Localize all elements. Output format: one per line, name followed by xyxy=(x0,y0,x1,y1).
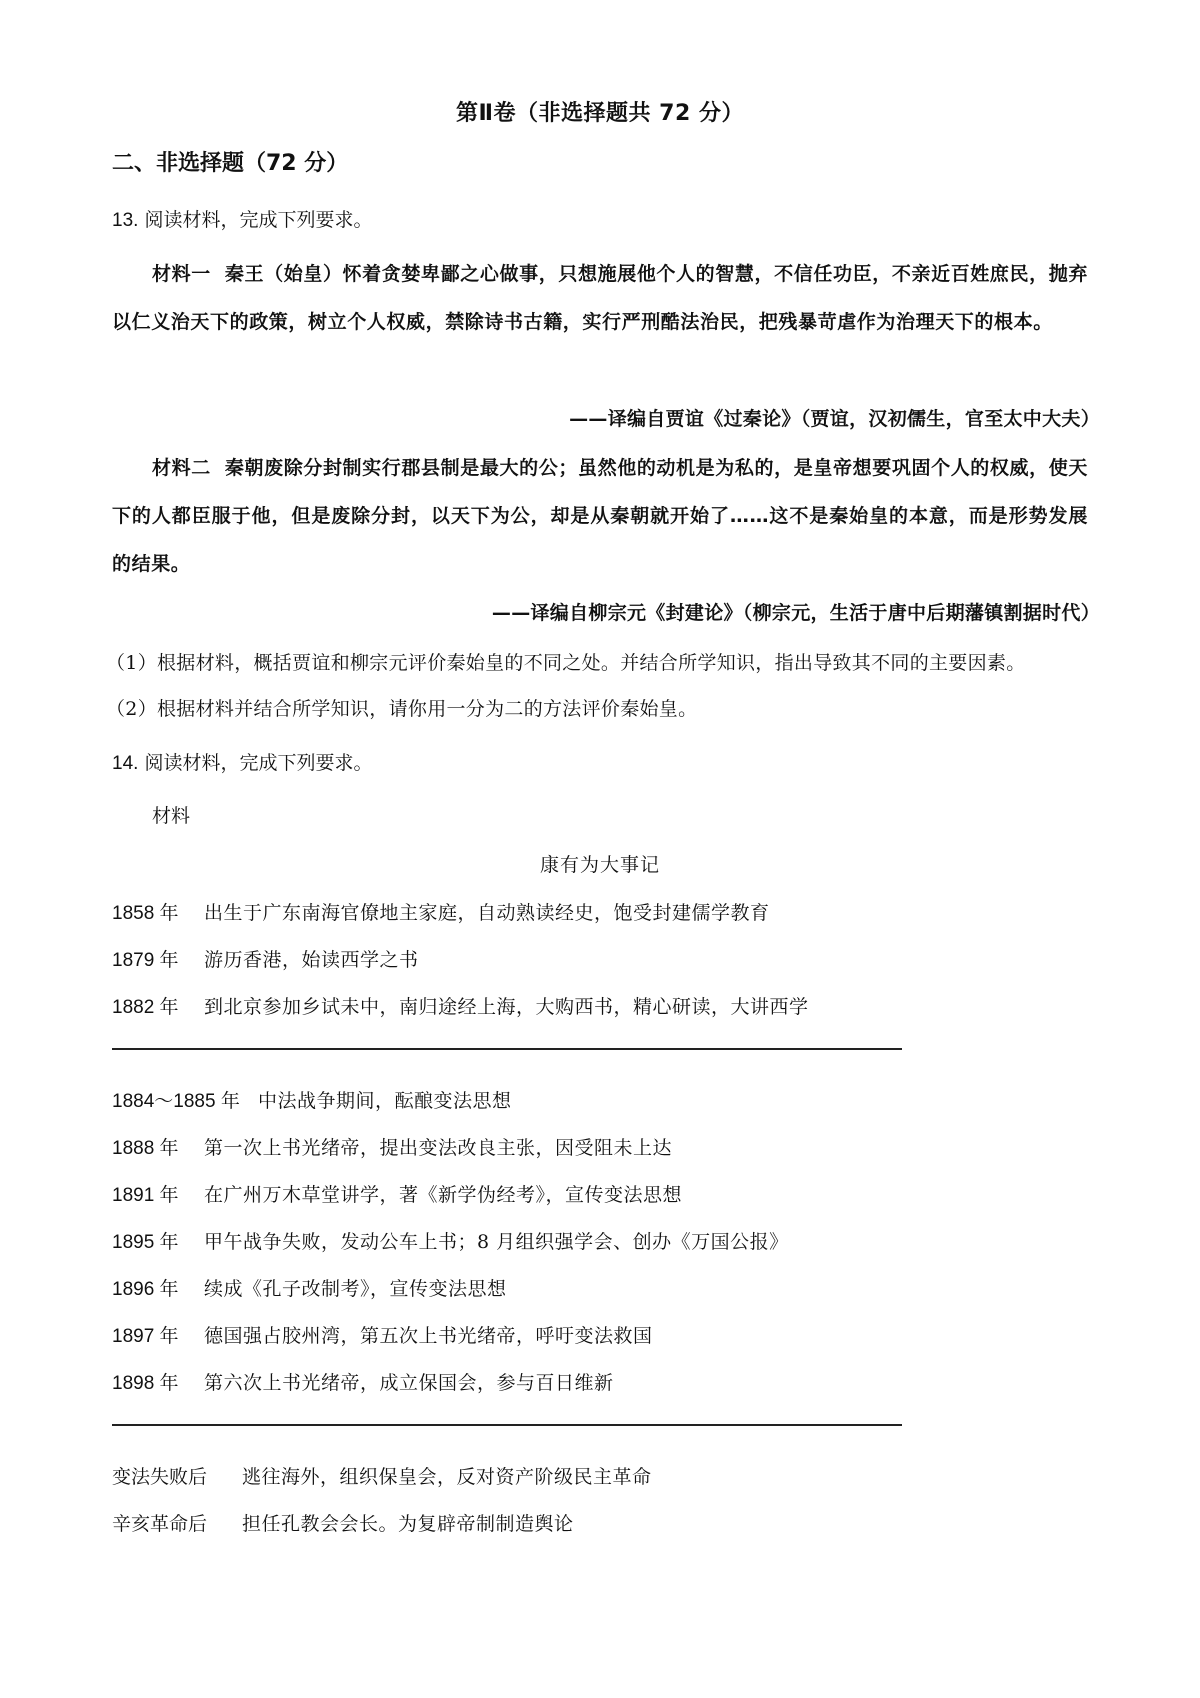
timeline-row xyxy=(112,1274,507,1301)
timeline-year: 1888 年 xyxy=(112,1138,179,1159)
question-13-prompt: 阅读材料，完成下列要求。 xyxy=(144,209,373,231)
q13-material-1-text: 秦王（始皇）怀着贪婪卑鄙之心做事，只想施展他个人的智慧，不信任功臣，不亲近百姓庶民，抛弃以仁义治天下的政策，树立个人权威，禁除诗书古籍，实行严刑酷法治民，把残暴苛虐作为治理天下的根本。 xyxy=(112,263,1088,333)
question-14-number: 14. xyxy=(112,753,139,774)
timeline-row xyxy=(112,1368,614,1395)
timeline-event: 游历香港，始读西学之书 xyxy=(204,949,419,971)
timeline-event: 德国强占胶州湾，第五次上书光绪帝，呼吁变法救国 xyxy=(204,1325,653,1347)
timeline-event: 第一次上书光绪帝，提出变法改良主张，因受阻未上达 xyxy=(204,1137,673,1159)
q13-material-2 xyxy=(112,444,1088,588)
timeline-year: 1879 年 xyxy=(112,950,179,971)
question-14-heading xyxy=(112,748,372,775)
timeline-row xyxy=(112,898,770,925)
timeline-year: 1898 年 xyxy=(112,1373,179,1394)
timeline-row xyxy=(112,1321,653,1348)
table-divider xyxy=(112,1424,902,1426)
timeline-event: 担任孔教会会长。为复辟帝制制造舆论 xyxy=(242,1513,574,1535)
section-title: 第Ⅱ卷（非选择题共 72 分） xyxy=(456,101,744,126)
timeline-row xyxy=(112,1462,652,1489)
timeline-event: 出生于广东南海官僚地主家庭，自动熟读经史，饱受封建儒学教育 xyxy=(204,902,770,924)
timeline-event: 在广州万木草堂讲学，著《新学伪经考》，宣传变法思想 xyxy=(204,1184,683,1206)
q13-material-1-label: 材料一 xyxy=(152,263,211,285)
timeline-row xyxy=(112,945,419,972)
timeline-year: 1897 年 xyxy=(112,1326,179,1347)
timeline-event: 甲午战争失败，发动公车上书；8 月组织强学会、创办《万国公报》 xyxy=(204,1231,789,1253)
timeline-period: 变法失败后 xyxy=(112,1466,208,1488)
timeline-row xyxy=(112,1086,512,1113)
timeline-year: 1891 年 xyxy=(112,1185,179,1206)
timeline-row xyxy=(112,992,809,1019)
part-title: 二、非选择题（72 分） xyxy=(112,151,349,176)
timeline-row xyxy=(112,1133,672,1160)
q13-material-2-source: ——译编自柳宗元《封建论》（柳宗元，生活于唐中后期藩镇割据时代） xyxy=(491,602,1100,624)
q13-material-2-text: 秦朝废除分封制实行郡县制是最大的公；虽然他的动机是为私的，是皇帝想要巩固个人的权威，使天下的人都臣服于他，但是废除分封，以天下为公，却是从秦朝就开始了……这不是秦始皇的本意，而是形势发展的结果。 xyxy=(112,457,1088,575)
timeline-year: 1896 年 xyxy=(112,1279,179,1300)
question-13-heading xyxy=(112,205,372,232)
timeline-event: 逃往海外，组织保皇会，反对资产阶级民主革命 xyxy=(242,1466,652,1488)
q13-task-2: （2）根据材料并结合所学知识，请你用一分为二的方法评价秦始皇。 xyxy=(106,698,698,720)
timeline-row xyxy=(112,1227,789,1254)
q14-table-title: 康有为大事记 xyxy=(539,854,660,876)
q13-material-1-source: ——译编自贾谊《过秦论》（贾谊，汉初儒生，官至太中大夫） xyxy=(569,408,1100,430)
timeline-row xyxy=(112,1180,682,1207)
timeline-event: 第六次上书光绪帝，成立保国会，参与百日维新 xyxy=(204,1372,614,1394)
table-divider xyxy=(112,1048,902,1050)
timeline-event: 续成《孔子改制考》，宣传变法思想 xyxy=(204,1278,507,1300)
question-13-number: 13. xyxy=(112,210,139,231)
q13-material-1 xyxy=(112,250,1088,346)
timeline-event: 到北京参加乡试未中，南归途经上海，大购西书，精心研读，大讲西学 xyxy=(204,996,809,1018)
question-14-prompt: 阅读材料，完成下列要求。 xyxy=(144,752,373,774)
timeline-year: 1858 年 xyxy=(112,903,179,924)
timeline-period: 辛亥革命后 xyxy=(112,1513,208,1535)
q13-material-2-label: 材料二 xyxy=(152,457,211,479)
timeline-row xyxy=(112,1509,574,1536)
timeline-year: 1895 年 xyxy=(112,1232,179,1253)
q13-task-1: （1）根据材料，概括贾谊和柳宗元评价秦始皇的不同之处。并结合所学知识，指出导致其不同的主要因素。 xyxy=(106,652,1026,674)
timeline-year: 1884～1885 年 xyxy=(112,1091,240,1112)
q14-material-label: 材料 xyxy=(152,805,191,827)
timeline-year: 1882 年 xyxy=(112,997,179,1018)
timeline-event: 中法战争期间，酝酿变法思想 xyxy=(258,1090,512,1112)
